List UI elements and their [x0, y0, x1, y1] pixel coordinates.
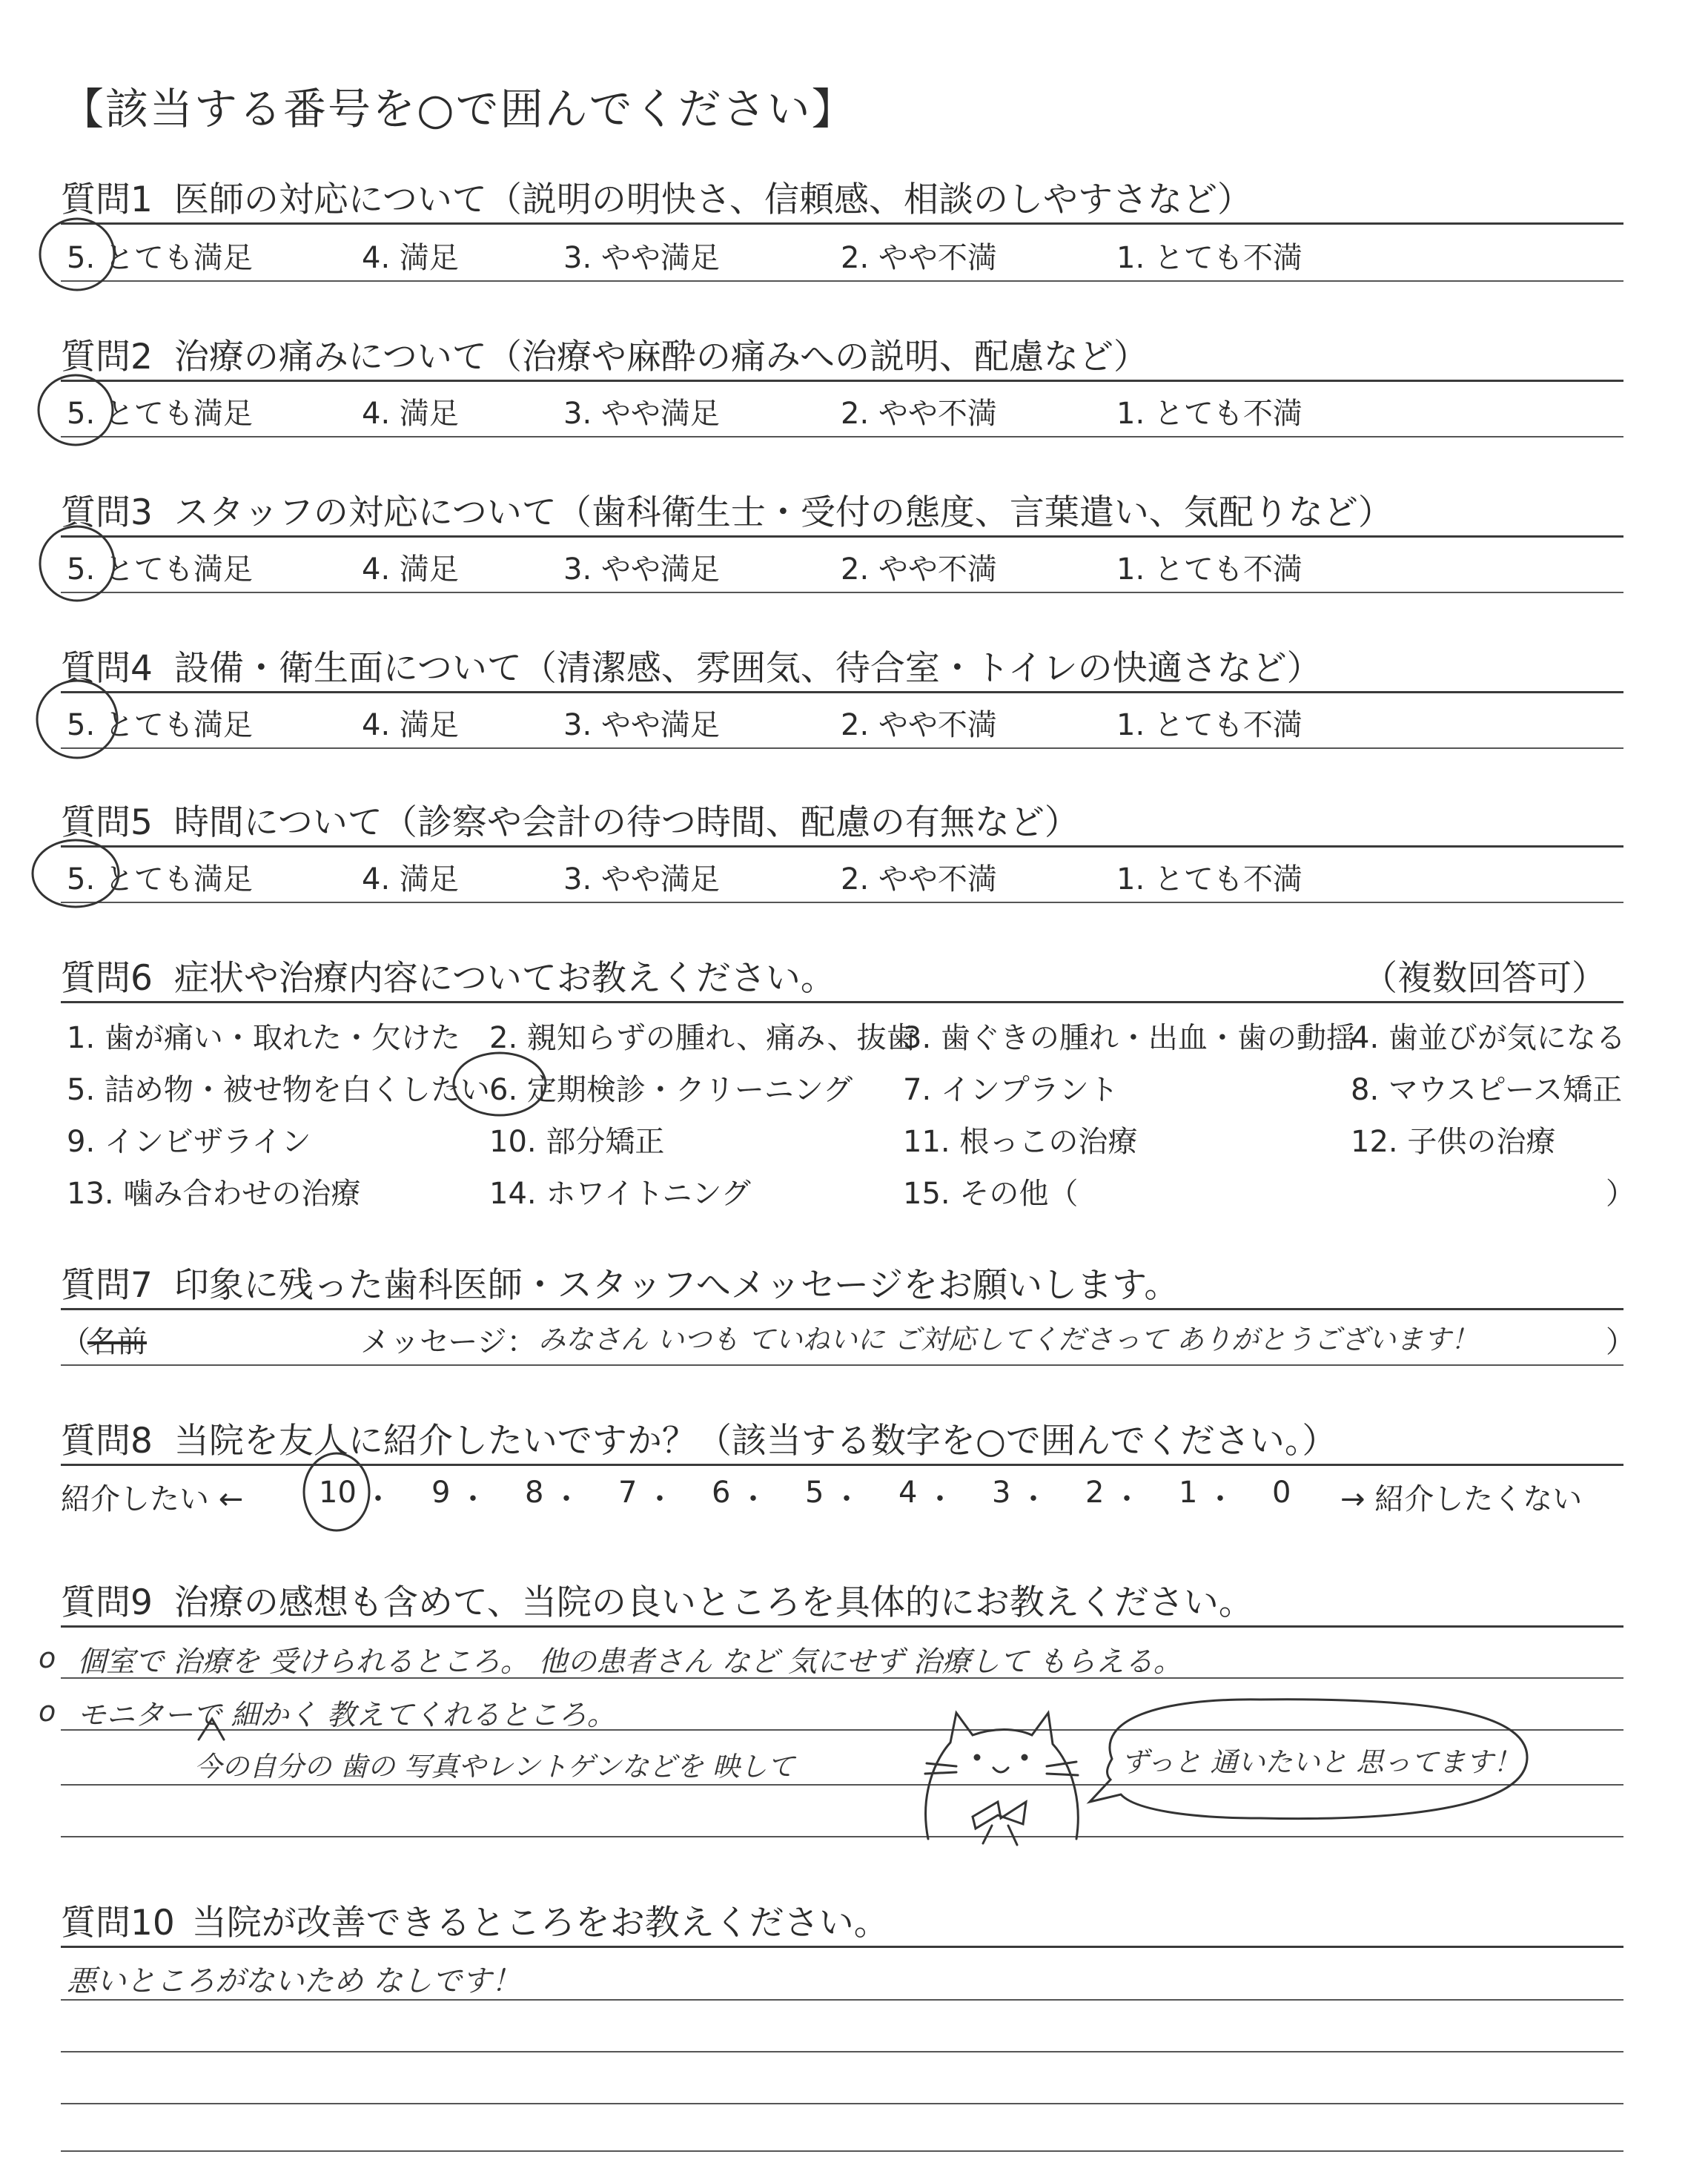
- q6-option-12[interactable]: 12. 子供の治療: [1351, 1125, 1556, 1159]
- q6-option-1[interactable]: 1. 歯が痛い・取れた・欠けた: [67, 1021, 460, 1055]
- question-5-label: 質問5: [61, 802, 153, 843]
- q9-bullet-2: o: [39, 1695, 56, 1728]
- q6-option-10[interactable]: 10. 部分矯正: [489, 1125, 665, 1159]
- q3-option-3[interactable]: 3. やや満足: [563, 552, 720, 587]
- q8-sep: ・: [832, 1482, 861, 1516]
- q7-name-label: 名前: [87, 1325, 147, 1359]
- q8-scale-9[interactable]: 9: [431, 1476, 451, 1510]
- q8-scale-6[interactable]: 6: [712, 1476, 731, 1510]
- q3-option-1[interactable]: 1. とても不満: [1116, 552, 1302, 587]
- q5-option-2[interactable]: 2. やや不満: [841, 862, 997, 896]
- q8-scale-5[interactable]: 5: [805, 1476, 824, 1510]
- question-6-note: （複数回答可）: [1363, 958, 1606, 999]
- question-1-label: 質問1: [61, 179, 153, 220]
- question-9-label: 質問9: [61, 1582, 153, 1623]
- q6-option-2[interactable]: 2. 親知らずの腫れ、痛み、抜歯: [489, 1021, 916, 1055]
- q2-option-3[interactable]: 3. やや満足: [563, 397, 720, 431]
- question-8-text: 当院を友人に紹介したいですか？（該当する数字を○で囲んでください。）: [173, 1421, 1337, 1462]
- q6-option-8[interactable]: 8. マウスピース矯正: [1351, 1073, 1623, 1107]
- q8-selected-circle: [304, 1453, 369, 1530]
- q9-bullet-1: o: [39, 1642, 56, 1674]
- q8-scale-10[interactable]: 10: [319, 1476, 357, 1510]
- q8-scale-7[interactable]: 7: [618, 1476, 638, 1510]
- question-6-label: 質問6: [61, 958, 153, 999]
- question-8-label: 質問8: [61, 1421, 153, 1462]
- q4-selected-circle: [37, 681, 117, 758]
- q1-option-5[interactable]: 5. とても満足: [67, 241, 253, 275]
- question-7-text: 印象に残った歯科医師・スタッフへメッセージをお願いします。: [173, 1265, 1179, 1306]
- question-3-label: 質問3: [61, 492, 153, 533]
- q5-selected-circle: [33, 840, 119, 907]
- question-10-label: 質問10: [61, 1903, 175, 1943]
- q3-option-4[interactable]: 4. 満足: [362, 552, 459, 587]
- q7-message-label: メッセージ：: [360, 1325, 537, 1359]
- q3-option-5[interactable]: 5. とても満足: [67, 552, 253, 587]
- q1-selected-circle: [40, 219, 114, 290]
- question-4-label: 質問4: [61, 648, 153, 689]
- q5-option-1[interactable]: 1. とても不満: [1116, 862, 1302, 896]
- q6-option-3[interactable]: 3. 歯ぐきの腫れ・出血・歯の動揺: [903, 1021, 1356, 1055]
- q8-sep: ・: [1019, 1482, 1048, 1516]
- q6-option-4[interactable]: 4. 歯並びが気になる: [1351, 1021, 1626, 1055]
- q1-option-2[interactable]: 2. やや不満: [841, 241, 997, 275]
- q4-option-2[interactable]: 2. やや不満: [841, 708, 997, 742]
- q8-sep: ・: [925, 1482, 955, 1516]
- q8-scale-8[interactable]: 8: [525, 1476, 544, 1510]
- q8-scale-0[interactable]: 0: [1272, 1476, 1291, 1510]
- q7-close-paren: ）: [1606, 1325, 1635, 1359]
- q6-option-14[interactable]: 14. ホワイトニング: [489, 1177, 751, 1211]
- q7-open-paren: （: [61, 1325, 90, 1359]
- q2-selected-circle: [39, 375, 113, 445]
- q2-option-1[interactable]: 1. とても不満: [1116, 397, 1302, 431]
- q2-option-2[interactable]: 2. やや不満: [841, 397, 997, 431]
- q8-scale-1[interactable]: 1: [1179, 1476, 1198, 1510]
- q6-selected-circle: [454, 1053, 546, 1115]
- q9-speech-bubble-text: ずっと 通いたいと 思ってます！: [1121, 1746, 1521, 1778]
- q6-option-5[interactable]: 5. 詰め物・被せ物を白くしたい: [67, 1073, 490, 1107]
- q6-option-7[interactable]: 7. インプラント: [903, 1073, 1119, 1107]
- question-9-text: 治療の感想も含めて、当院の良いところを具体的にお教えください。: [173, 1582, 1254, 1623]
- q9-answer-line2[interactable]: モニターで 細かく 教えてくれるところ。: [77, 1699, 616, 1732]
- q2-option-5[interactable]: 5. とても満足: [67, 397, 253, 431]
- q6-option-15[interactable]: 15. その他（: [903, 1177, 1079, 1211]
- q9-speech-bubble: [1090, 1700, 1527, 1819]
- q5-option-3[interactable]: 3. やや満足: [563, 862, 720, 896]
- q1-option-1[interactable]: 1. とても不満: [1116, 241, 1302, 275]
- q8-sep: ・: [458, 1482, 488, 1516]
- q6-option-13[interactable]: 13. 噛み合わせの治療: [67, 1177, 361, 1211]
- q8-left-label: 紹介したい ←: [61, 1482, 244, 1516]
- q4-option-4[interactable]: 4. 満足: [362, 708, 459, 742]
- q8-scale-3[interactable]: 3: [992, 1476, 1011, 1510]
- q4-option-5[interactable]: 5. とても満足: [67, 708, 253, 742]
- question-7-label: 質問7: [61, 1265, 153, 1306]
- q9-answer-line1[interactable]: 個室で 治療を 受けられるところ。 他の患者さん など 気にせず 治療して もらえる。: [77, 1645, 1182, 1679]
- q10-answer[interactable]: 悪いところがないため なしです！: [67, 1964, 521, 1998]
- q4-option-1[interactable]: 1. とても不満: [1116, 708, 1302, 742]
- question-10-text: 当院が改善できるところをお教えください。: [191, 1903, 889, 1943]
- q5-option-5[interactable]: 5. とても満足: [67, 862, 253, 896]
- question-1-text: 医師の対応について（説明の明快さ、信頼感、相談のしやすさなど）: [173, 179, 1253, 220]
- q8-sep: ・: [738, 1482, 768, 1516]
- q5-option-4[interactable]: 4. 満足: [362, 862, 459, 896]
- question-5-text: 時間について（診察や会計の待つ時間、配慮の有無など）: [173, 802, 1079, 843]
- page-title: 【該当する番号を○で囲んでください】: [61, 84, 856, 134]
- q8-sep: ・: [645, 1482, 675, 1516]
- question-6-text: 症状や治療内容についてお教えください。: [173, 958, 835, 999]
- q9-insert-caret: [199, 1719, 224, 1740]
- q6-option-9[interactable]: 9. インビザライン: [67, 1125, 311, 1159]
- q1-option-3[interactable]: 3. やや満足: [563, 241, 720, 275]
- q8-scale-2[interactable]: 2: [1085, 1476, 1105, 1510]
- question-3-text: スタッフの対応について（歯科衛生士・受付の態度、言葉遣い、気配りなど）: [173, 492, 1393, 533]
- q8-sep: ・: [1112, 1482, 1142, 1516]
- question-4-text: 設備・衛生面について（清潔感、雰囲気、待合室・トイレの快適さなど）: [173, 648, 1322, 689]
- question-2-text: 治療の痛みについて（治療や麻酔の痛みへの説明、配慮など）: [173, 337, 1148, 377]
- q8-scale-4[interactable]: 4: [898, 1476, 918, 1510]
- q6-option-11[interactable]: 11. 根っこの治療: [903, 1125, 1138, 1159]
- q1-option-4[interactable]: 4. 満足: [362, 241, 459, 275]
- q8-sep: ・: [363, 1482, 393, 1516]
- q8-sep: ・: [552, 1482, 581, 1516]
- q6-close-paren: ）: [1606, 1177, 1635, 1211]
- question-2-label: 質問2: [61, 337, 153, 377]
- q8-right-label: → 紹介したくない: [1340, 1482, 1583, 1516]
- q3-selected-circle: [40, 526, 114, 601]
- q6-option-6[interactable]: 6. 定期検診・クリーニング: [489, 1073, 853, 1107]
- q2-option-4[interactable]: 4. 満足: [362, 397, 459, 431]
- q3-option-2[interactable]: 2. やや不満: [841, 552, 997, 587]
- cat-doodle: [925, 1713, 1078, 1845]
- q8-sep: ・: [1205, 1482, 1235, 1516]
- q4-option-3[interactable]: 3. やや満足: [563, 708, 720, 742]
- q9-answer-insert[interactable]: 今の自分の 歯の 写真やレントゲンなどを 映して: [194, 1751, 795, 1783]
- q7-message-answer[interactable]: みなさん いつも ていねいに ご対応してくださって ありがとうございます！: [538, 1324, 1479, 1355]
